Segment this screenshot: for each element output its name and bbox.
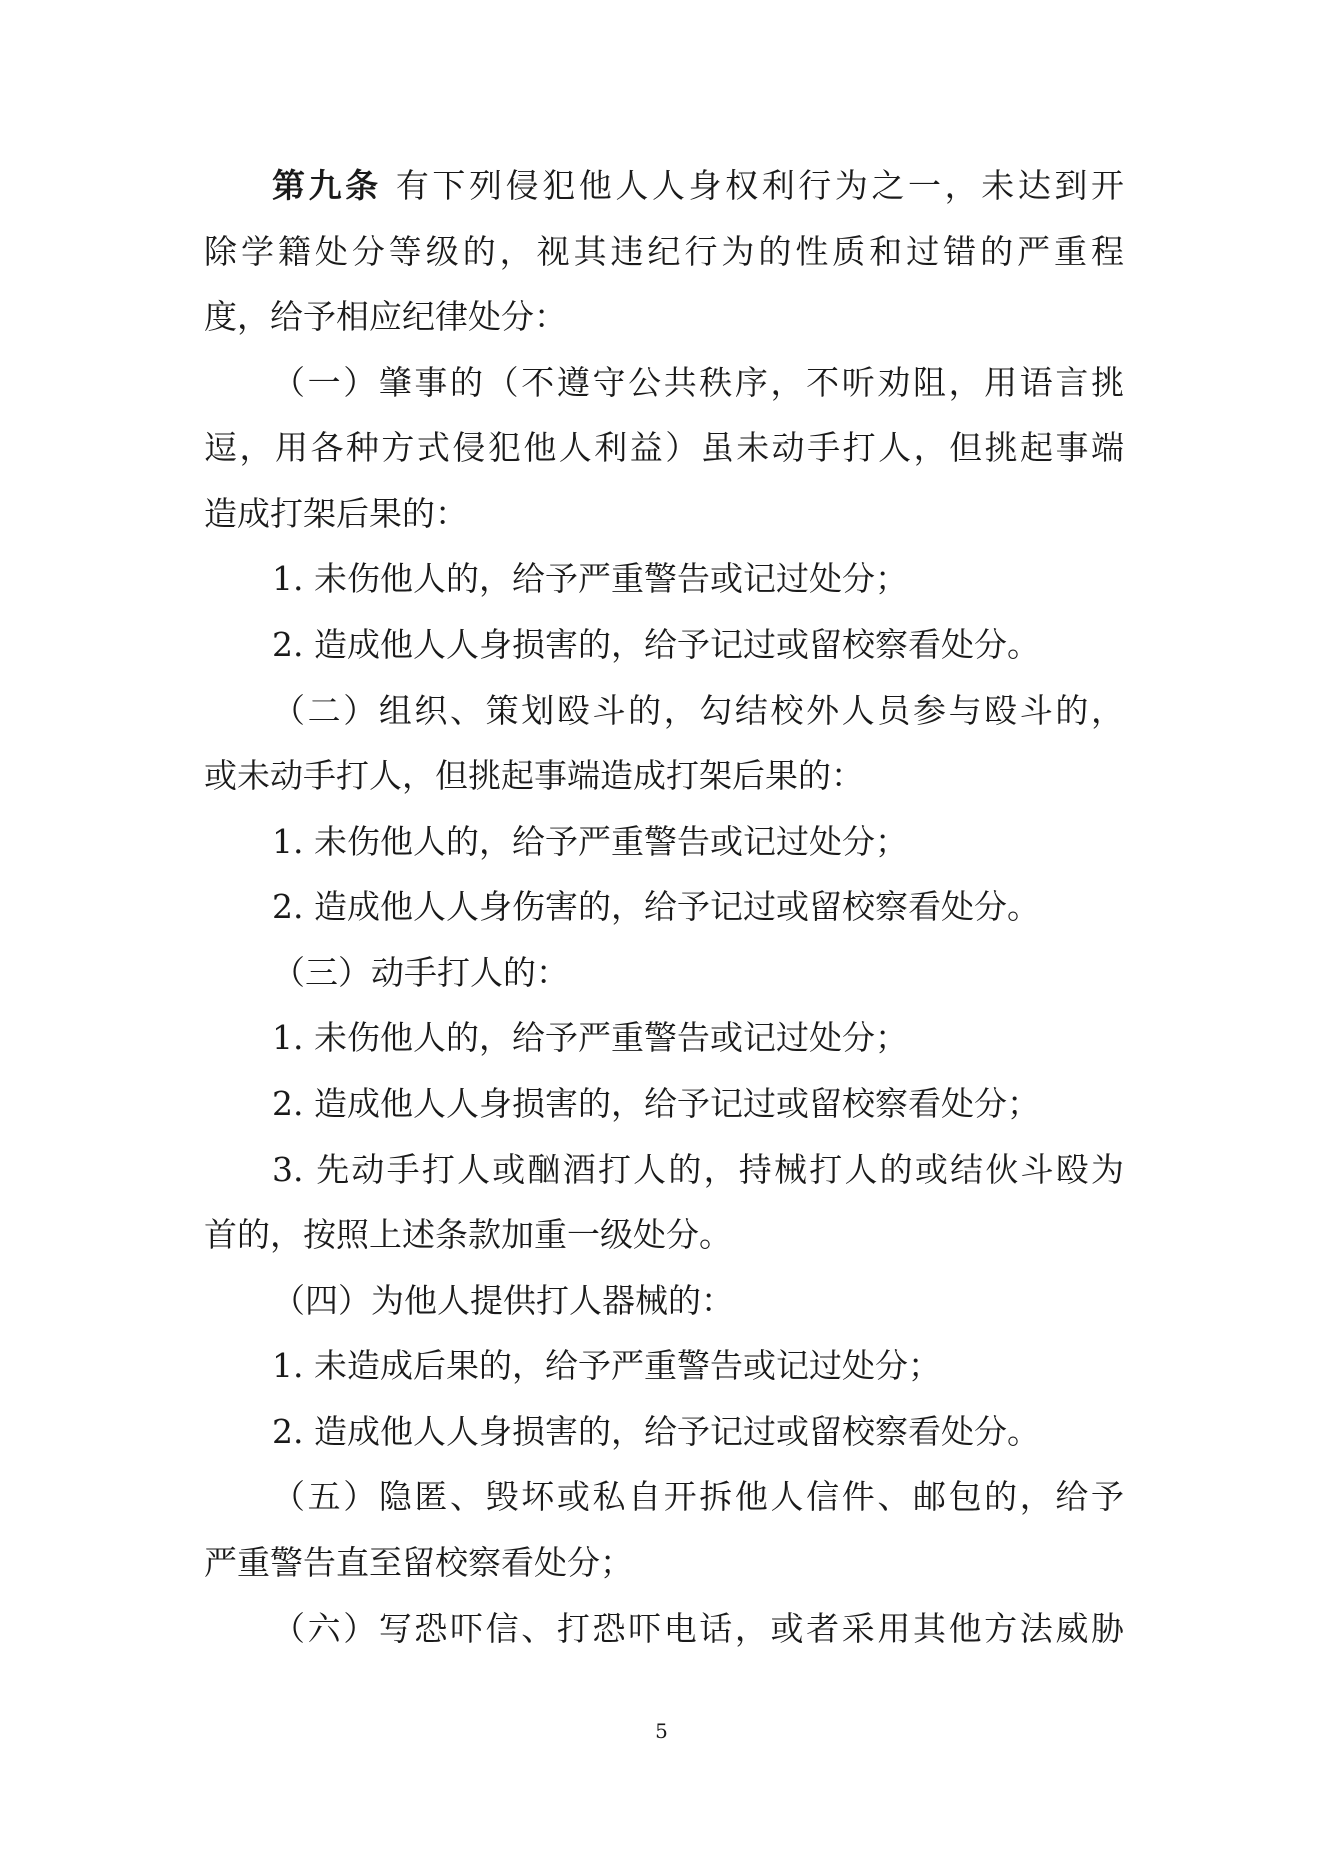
paragraph-line: （三）动手打人的： <box>272 953 569 992</box>
paragraph-line: 2. 造成他人人身损害的，给予记过或留校察看处分。 <box>272 625 1040 664</box>
paragraph-line: 3. 先动手打人或酗酒打人的，持械打人的或结伙斗殴为 <box>272 1150 1124 1189</box>
paragraph-line: 2. 造成他人人身损害的，给予记过或留校察看处分。 <box>272 1412 1040 1451</box>
paragraph-line: 1. 未伤他人的，给予严重警告或记过处分； <box>272 1018 908 1057</box>
article-first-line <box>272 166 1124 206</box>
paragraph-line: 首的，按照上述条款加重一级处分。 <box>204 1215 732 1254</box>
paragraph-line: 2. 造成他人人身伤害的，给予记过或留校察看处分。 <box>272 887 1040 926</box>
paragraph-line: 度，给予相应纪律处分： <box>204 297 567 336</box>
paragraph-line: 或未动手打人，但挑起事端造成打架后果的： <box>204 756 864 795</box>
paragraph-line: 造成打架后果的： <box>204 494 468 533</box>
paragraph-line: 严重警告直至留校察看处分； <box>204 1543 633 1582</box>
paragraph-line: 逗，用各种方式侵犯他人利益）虽未动手打人，但挑起事端 <box>204 428 1124 467</box>
paragraph-line: （四）为他人提供打人器械的： <box>272 1281 734 1320</box>
paragraph-line: 2. 造成他人人身损害的，给予记过或留校察看处分； <box>272 1084 1040 1123</box>
paragraph-line: 除学籍处分等级的，视其违纪行为的性质和过错的严重程 <box>204 232 1124 271</box>
paragraph-line: 有下列侵犯他人人身权利行为之一，未达到开 <box>395 166 1124 205</box>
article-title: 第九条 <box>272 166 382 205</box>
paragraph-line: （五）隐匿、毁坏或私自开拆他人信件、邮包的，给予 <box>272 1477 1124 1516</box>
paragraph-line: （二）组织、策划殴斗的，勾结校外人员参与殴斗的， <box>272 691 1124 730</box>
paragraph-line: 1. 未造成后果的，给予严重警告或记过处分； <box>272 1346 941 1385</box>
page-number: 5 <box>655 1719 668 1743</box>
paragraph-line: 1. 未伤他人的，给予严重警告或记过处分； <box>272 822 908 861</box>
paragraph-line: 1. 未伤他人的，给予严重警告或记过处分； <box>272 559 908 598</box>
paragraph-line: （一）肇事的（不遵守公共秩序，不听劝阻，用语言挑 <box>272 363 1124 402</box>
paragraph-line: （六）写恐吓信、打恐吓电话，或者采用其他方法威胁 <box>272 1609 1124 1648</box>
